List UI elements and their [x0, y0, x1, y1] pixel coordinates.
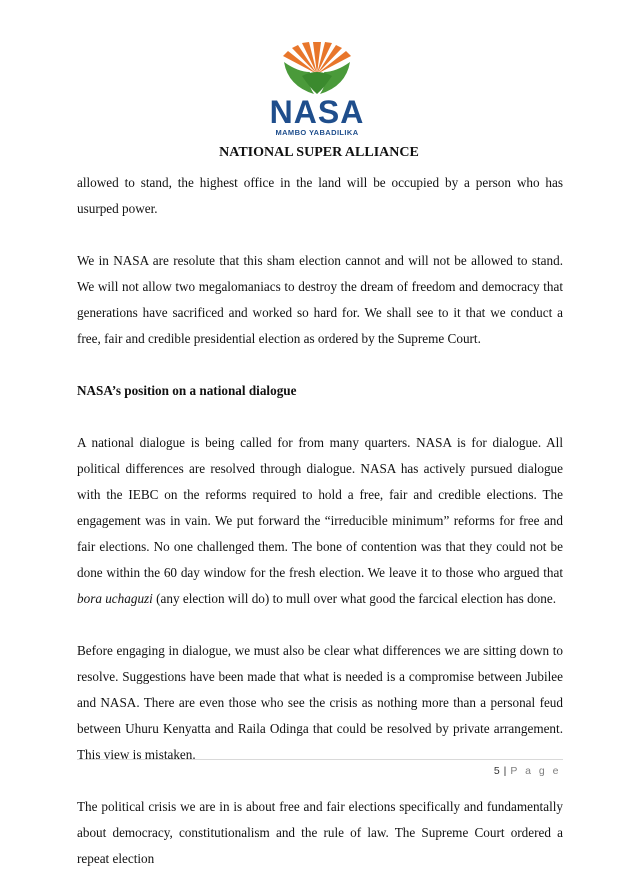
- paragraph-text: A national dialogue is being called for from many quarters. NASA is for dialogue. All political differences are resolved through dialogue. NASA has actively pursued dialogue with the IEBC on the reforms required to hold a free, fair and credible elections. The engagement was in vain. We put forward the “irreducible minimum” reforms for free and fair elections. No one challenged them. The bone of contention was that they could not be done within the 60 day window for the fresh election. We leave it to those who argued that: [77, 435, 563, 580]
- page-label: P a g e: [510, 765, 561, 777]
- paragraph: We in NASA are resolute that this sham election cannot and will not be allowed to stand. We will not allow two megalomaniacs to destroy the dream of freedom and democracy that generations have sacrificed and worked so hard for. We shall see to it that we conduct a free, fair and credible presidential election as ordered by the Supreme Court.: [77, 253, 563, 346]
- footer-divider: [77, 759, 563, 760]
- paragraph: Before engaging in dialogue, we must also be clear what differences we are sitting down to resolve. Suggestions have been made that what is needed is a compromise between Jubilee and NASA. There are even those who see the crisis as nothing more than a personal feud between Uhuru Kenyatta and Raila Odinga that could be resolved by private arrangement. This view is mistaken.: [77, 643, 563, 762]
- paragraph-text: (any election will do) to mull over what good the farcical election has done.: [152, 591, 557, 606]
- sunrise-emblem-icon: [262, 42, 372, 102]
- section-heading: NASA’s position on a national dialogue: [77, 383, 297, 398]
- paragraph: The political crisis we are in is about free and fair elections specifically and fundamentally about democracy, constitutionalism and the rule of law. The Supreme Court ordered a repeat election: [77, 799, 563, 866]
- paragraph: allowed to stand, the highest office in the land will be occupied by a person who has usurped power.: [77, 175, 563, 216]
- page-footer: [494, 765, 561, 777]
- page-number: 5: [493, 765, 500, 777]
- paragraph: [77, 430, 563, 612]
- footer-separator: |: [503, 765, 507, 777]
- page-title: NATIONAL SUPER ALLIANCE: [219, 145, 419, 160]
- logo-tagline: MAMBO YABADILIKA: [275, 128, 359, 137]
- document-body: [77, 170, 563, 872]
- logo-wordmark: NASA: [269, 94, 365, 130]
- italic-phrase: bora uchaguzi: [77, 591, 153, 606]
- nasa-logo: [262, 42, 372, 137]
